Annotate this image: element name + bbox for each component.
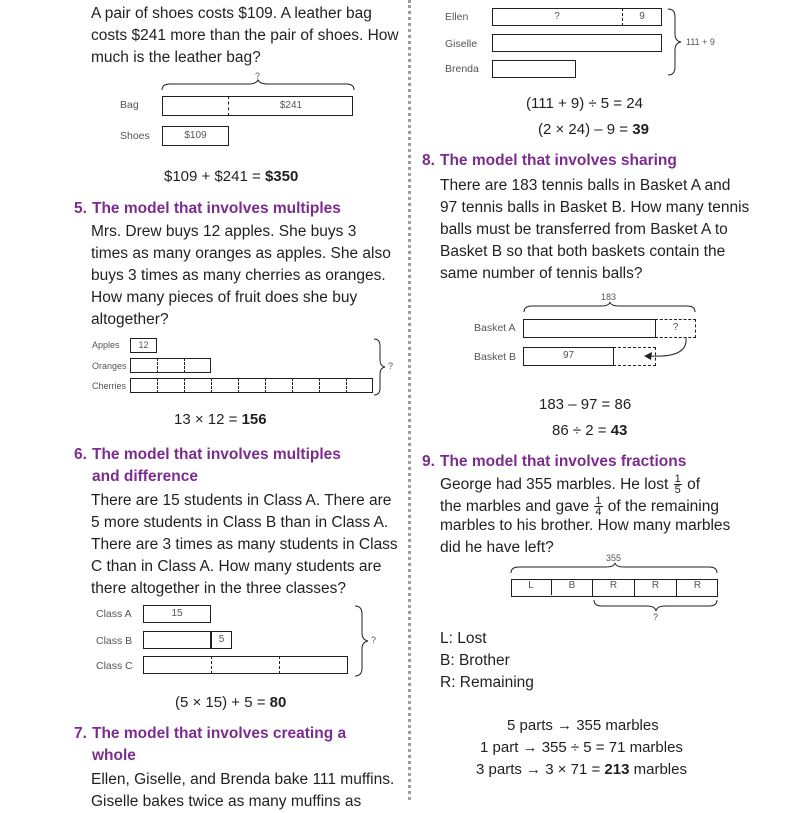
q4-top-brace: [160, 80, 360, 92]
q6-heading-line2: and difference: [92, 468, 198, 485]
q8-basket-a-bar: [523, 319, 656, 338]
q9-eq3-value: 213: [604, 761, 630, 778]
q9-legend-line: L: Lost: [440, 630, 487, 647]
q6-class-c-bar: [143, 656, 348, 674]
q4-answer-value: $350: [264, 168, 299, 185]
q4-shoes-label: Shoes: [120, 130, 150, 142]
q5-cherries-bar: [130, 378, 373, 393]
q4-text-line: much is the leather bag?: [91, 49, 261, 66]
q4-text-line: costs $241 more than the pair of shoes. How: [91, 27, 399, 44]
q9-legend-line: B: Brother: [440, 652, 510, 669]
one-quarter-fraction: $\frac{1}{4}$: [595, 495, 602, 519]
q7-heading: 7. The model that involves creating a: [74, 725, 347, 742]
q8-eq1: 183 – 97 = 86: [539, 396, 632, 413]
q7-ellen-value: 9: [639, 11, 645, 22]
q5-cherries-split: [238, 378, 239, 393]
q8-transfer-arrow: [640, 336, 700, 376]
q6-class-a-value: 15: [171, 608, 183, 619]
q7-eq1: (111 + 9) ÷ 5 = 24: [526, 95, 643, 112]
q5-oranges-split: [184, 358, 185, 373]
q8-eq2: 86 ÷ 2 = 43: [552, 422, 628, 439]
q9-bottom-brace: [593, 600, 719, 612]
q9-cell-lost: L: [511, 580, 552, 595]
q7-eq2: (2 × 24) – 9 = 39: [538, 121, 649, 138]
q7-right-brace: [668, 8, 684, 76]
q6-answer-value: 80: [269, 694, 287, 711]
q6-answer: (5 × 15) + 5 = 80: [175, 694, 287, 711]
q4-text-line: A pair of shoes costs $109. A leather bag: [91, 5, 372, 22]
q9-text-line: George had 355 marbles. He lost $\frac{1}{5}$ of: [440, 473, 700, 497]
q5-cherries-split: [184, 378, 185, 393]
q6-text-line: 5 more students in Class B than in Class A.: [91, 514, 389, 531]
q5-heading: 5. The model that involves multiples: [74, 200, 341, 217]
q4-question-mark: ?: [255, 71, 261, 81]
q5-cherries-split: [292, 378, 293, 393]
q9-top-brace: [510, 563, 720, 575]
q5-cherries-split: [319, 378, 320, 393]
q8-eq2-value: 43: [610, 422, 628, 439]
q6-class-b-label: Class B: [96, 635, 133, 647]
q7-brenda-bar: [492, 60, 576, 78]
q8-text-line: 97 tennis balls in Basket B. How many tennis: [440, 199, 750, 216]
q6-class-c-label: Class C: [96, 660, 133, 672]
q9-eq3: 3 parts → 3 × 71 = 213 marbles: [476, 761, 687, 778]
q5-text-line: How many pieces of fruit does she buy: [91, 289, 358, 306]
q5-question-mark: ?: [388, 361, 394, 371]
q9-top-label: 355: [606, 553, 622, 563]
q7-ellen-q: ?: [554, 11, 560, 22]
q4-shoes-value: $109: [184, 130, 207, 141]
q7-giselle-label: Giselle: [445, 38, 478, 50]
q6-text-line: There are 15 students in Class A. There are: [91, 492, 392, 509]
q6-right-brace: [355, 605, 371, 677]
q5-oranges-bar: [130, 358, 211, 373]
q8-text-line: same number of tennis balls?: [440, 265, 643, 282]
q9-heading: 9. The model that involves fractions: [422, 453, 687, 470]
q5-apples-value: 12: [138, 340, 149, 350]
q9-legend-line: R: Remaining: [440, 674, 534, 691]
q6-class-b-bar: [143, 631, 211, 649]
q6-class-c-split: [279, 656, 280, 674]
q8-heading: 8. The model that involves sharing: [422, 152, 677, 169]
q5-text-line: buys 3 times as many cherries as oranges.: [91, 267, 386, 284]
q5-cherries-split: [157, 378, 158, 393]
q7-text-line: Ellen, Giselle, and Brenda bake 111 muffins.: [91, 771, 395, 788]
q8-basket-b-value: 97: [562, 350, 575, 361]
q8-basket-a-label: Basket A: [474, 322, 516, 334]
q5-answer: 13 × 12 = 156: [174, 411, 267, 428]
q8-basket-b-label: Basket B: [474, 351, 517, 363]
q4-bag-label: Bag: [120, 99, 139, 111]
q9-text-line: the marbles and gave $\frac{1}{4}$ of the remaining: [440, 495, 719, 519]
q5-cherries-label: Cherries: [92, 381, 127, 391]
q8-text-line: balls must be transferred from Basket A to: [440, 221, 728, 238]
q7-ellen-label: Ellen: [445, 11, 469, 23]
q5-cherries-split: [211, 378, 212, 393]
q7-brenda-label: Brenda: [445, 63, 479, 75]
q8-text-line: Basket B so that both baskets contain the: [440, 243, 726, 260]
q5-text-line: Mrs. Drew buys 12 apples. She buys 3: [91, 223, 357, 240]
q9-cell-brother: B: [552, 580, 593, 596]
q5-oranges-label: Oranges: [92, 361, 127, 371]
q9-cell-remaining: R: [593, 580, 635, 596]
q7-brace-label: 111 + 9: [686, 37, 715, 47]
q7-heading-line2: whole: [92, 747, 136, 764]
q6-text-line: there altogether in the three classes?: [91, 580, 347, 597]
q7-giselle-bar: [492, 34, 662, 52]
q5-text-line: times as many oranges as apples. She also: [91, 245, 391, 262]
q6-heading: 6. The model that involves multiples: [74, 446, 341, 463]
q7-text-line: Giselle bakes twice as many muffins as: [91, 793, 362, 810]
q8-basket-a-q: ?: [672, 322, 679, 333]
q8-text-line: There are 183 tennis balls in Basket A and: [440, 177, 731, 194]
column-divider: [408, 0, 411, 800]
q4-bag-value: $241: [279, 100, 303, 111]
q6-class-a-label: Class A: [96, 608, 132, 620]
q6-text-line: There are 3 times as many students in Class: [91, 536, 398, 553]
q9-question-mark: ?: [653, 612, 659, 622]
q6-text-line: C than in Class A. How many students are: [91, 558, 382, 575]
q4-answer: $109 + $241 = $350: [164, 168, 299, 185]
q5-cherries-split: [265, 378, 266, 393]
q5-oranges-split: [157, 358, 158, 373]
q5-answer-value: 156: [241, 411, 267, 428]
q9-cell-remaining: R: [635, 580, 677, 596]
q9-text-line: marbles to his brother. How many marbles: [440, 517, 731, 534]
q5-text-line: altogether?: [91, 311, 169, 328]
q8-top-brace: [523, 302, 699, 314]
q5-apples-label: Apples: [92, 340, 120, 350]
one-fifth-fraction: $\frac{1}{5}$: [674, 473, 681, 497]
q6-class-b-value: 5: [218, 634, 225, 645]
q9-cell-remaining: R: [693, 580, 702, 591]
q6-question-mark: ?: [371, 635, 377, 645]
q9-text-line: did he have left?: [440, 539, 554, 556]
q6-class-c-split: [211, 656, 212, 674]
q9-eq2: 1 part → 355 ÷ 5 = 71 marbles: [480, 739, 683, 756]
q9-eq1: 5 parts → 355 marbles: [507, 717, 659, 734]
q7-eq2-value: 39: [632, 121, 649, 138]
q8-top-label: 183: [601, 292, 617, 302]
q5-right-brace: [374, 338, 388, 396]
q5-cherries-split: [346, 378, 347, 393]
